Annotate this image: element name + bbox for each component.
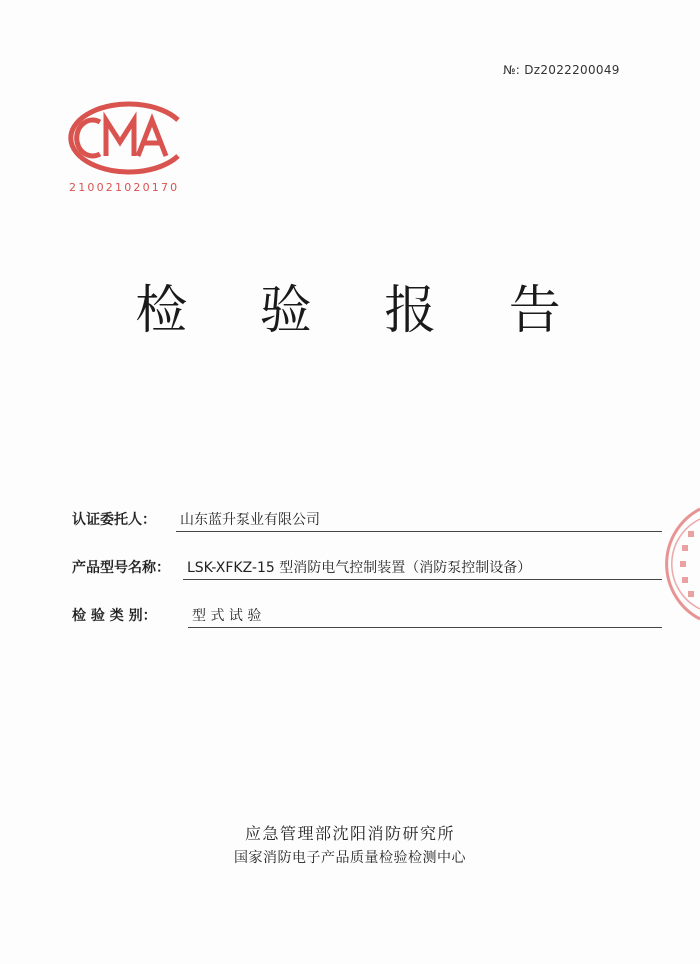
product-field <box>72 556 662 580</box>
product-value: LSK-XFKZ-15 型消防电气控制装置（消防泵控制设备） <box>187 560 532 576</box>
client-label: 认证委托人： <box>72 512 156 528</box>
product-label: 产品型号名称： <box>72 560 170 576</box>
client-underline <box>176 531 662 532</box>
client-field <box>72 508 662 532</box>
test-type-field <box>72 604 662 628</box>
issuer-institute: 应急管理部沈阳消防研究所 <box>244 824 455 843</box>
document-title: 检 验 报 告 <box>135 281 589 341</box>
red-seal-edge-icon <box>662 505 700 623</box>
test-type-underline <box>188 627 662 628</box>
product-underline <box>183 579 662 580</box>
report-number: №: Dz2022200049 <box>503 63 620 77</box>
cma-certificate-number: 210021020170 <box>69 181 180 194</box>
cma-logo-icon <box>60 98 190 178</box>
test-type-value: 型 式 试 验 <box>192 608 262 624</box>
client-value: 山东蓝升泵业有限公司 <box>180 512 320 528</box>
test-type-label: 检 验 类 别： <box>72 608 157 624</box>
issuer-center: 国家消防电子产品质量检验检测中心 <box>234 850 466 866</box>
